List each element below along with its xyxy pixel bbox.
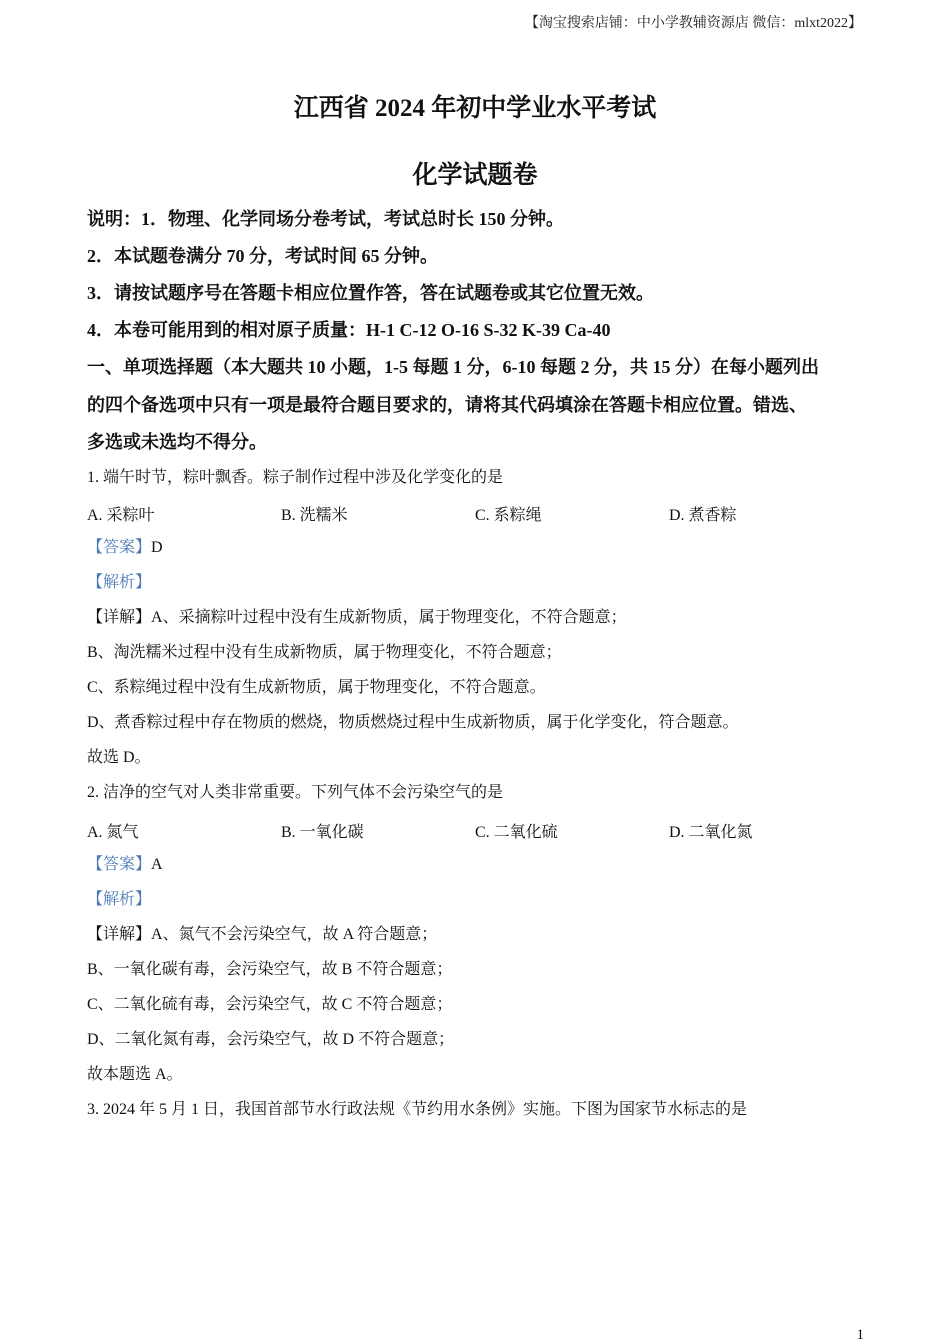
instruction-4: 4．本卷可能用到的相对原子质量：H-1 C-12 O-16 S-32 K-39 Ca-40: [87, 320, 611, 340]
q1-detail-c: C、系粽绳过程中没有生成新物质，属于物理变化，不符合题意。: [87, 679, 546, 696]
answer-tag: 【答案】: [87, 856, 152, 873]
detail-tag: 【详解】: [87, 926, 152, 943]
q1-stem: 1. 端午时节，粽叶飘香。粽子制作过程中涉及化学变化的是: [87, 469, 504, 486]
detail-tag: 【详解】: [87, 609, 152, 626]
q1-detail-b: B、淘洗糯米过程中没有生成新物质，属于物理变化，不符合题意；: [87, 644, 562, 661]
q1-option-a: A. 采粽叶: [87, 507, 155, 524]
instruction-2: 2．本试题卷满分 70 分，考试时间 65 分钟。: [87, 246, 438, 266]
q1-detail-a: A、采摘粽叶过程中没有生成新物质，属于物理变化，不符合题意；: [151, 609, 627, 626]
instruction-1: 说明：1．物理、化学同场分卷考试，考试总时长 150 分钟。: [87, 209, 564, 229]
section-heading-line-1: 一、单项选择题（本大题共 10 小题，1-5 每题 1 分，6-10 每题 2 分，共 15 分）在每小题列出: [87, 357, 819, 377]
q2-answer: A: [151, 856, 163, 873]
q2-answer-line: [87, 854, 860, 876]
q2-detail-a: A、氮气不会污染空气，故 A 符合题意；: [151, 926, 438, 943]
q2-analysis-tag: 【解析】: [87, 891, 152, 908]
header-note: 【淘宝搜索店铺：中小学教辅资源店 微信：mlxt2022】: [524, 16, 862, 31]
section-heading-line-3: 多选或未选均不得分。: [87, 432, 267, 452]
q2-option-b: B. 一氧化碳: [281, 824, 364, 841]
q1-conclusion: 故选 D。: [87, 749, 151, 766]
q2-stem: 2. 洁净的空气对人类非常重要。下列气体不会污染空气的是: [87, 784, 504, 801]
q1-answer-line: [87, 537, 860, 559]
answer-tag: 【答案】: [87, 539, 152, 556]
q2-option-a: A. 氮气: [87, 824, 139, 841]
section-heading-line-2: 的四个备选项中只有一项是最符合题目要求的，请将其代码填涂在答题卡相应位置。错选、: [87, 395, 807, 415]
exam-title: 江西省 2024 年初中学业水平考试: [293, 95, 657, 122]
q2-conclusion: 故本题选 A。: [87, 1066, 183, 1083]
q2-detail-b: B、一氧化碳有毒，会污染空气，故 B 不符合题意；: [87, 961, 453, 978]
q2-detail-first: [87, 924, 860, 946]
q2-option-c: C. 二氧化硫: [475, 824, 558, 841]
q1-option-b: B. 洗糯米: [281, 507, 348, 524]
q1-detail-first: [87, 607, 860, 629]
q2-detail-c: C、二氧化硫有毒，会污染空气，故 C 不符合题意；: [87, 996, 453, 1013]
q3-stem: 3. 2024 年 5 月 1 日，我国首部节水行政法规《节约用水条例》实施。下图为国家节水标志的是: [87, 1101, 748, 1118]
instruction-3: 3．请按试题序号在答题卡相应位置作答，答在试题卷或其它位置无效。: [87, 283, 654, 303]
q1-option-c: C. 系粽绳: [475, 507, 542, 524]
q2-option-d: D. 二氧化氮: [669, 824, 753, 841]
q1-detail-d: D、煮香粽过程中存在物质的燃烧，物质燃烧过程中生成新物质，属于化学变化，符合题意。: [87, 714, 739, 731]
q2-detail-d: D、二氧化氮有毒，会污染空气，故 D 不符合题意；: [87, 1031, 455, 1048]
q1-analysis-tag: 【解析】: [87, 574, 152, 591]
q1-option-d: D. 煮香粽: [669, 507, 737, 524]
exam-subtitle: 化学试题卷: [412, 162, 538, 189]
q1-answer: D: [151, 539, 163, 556]
page-number: 1: [856, 1327, 864, 1343]
